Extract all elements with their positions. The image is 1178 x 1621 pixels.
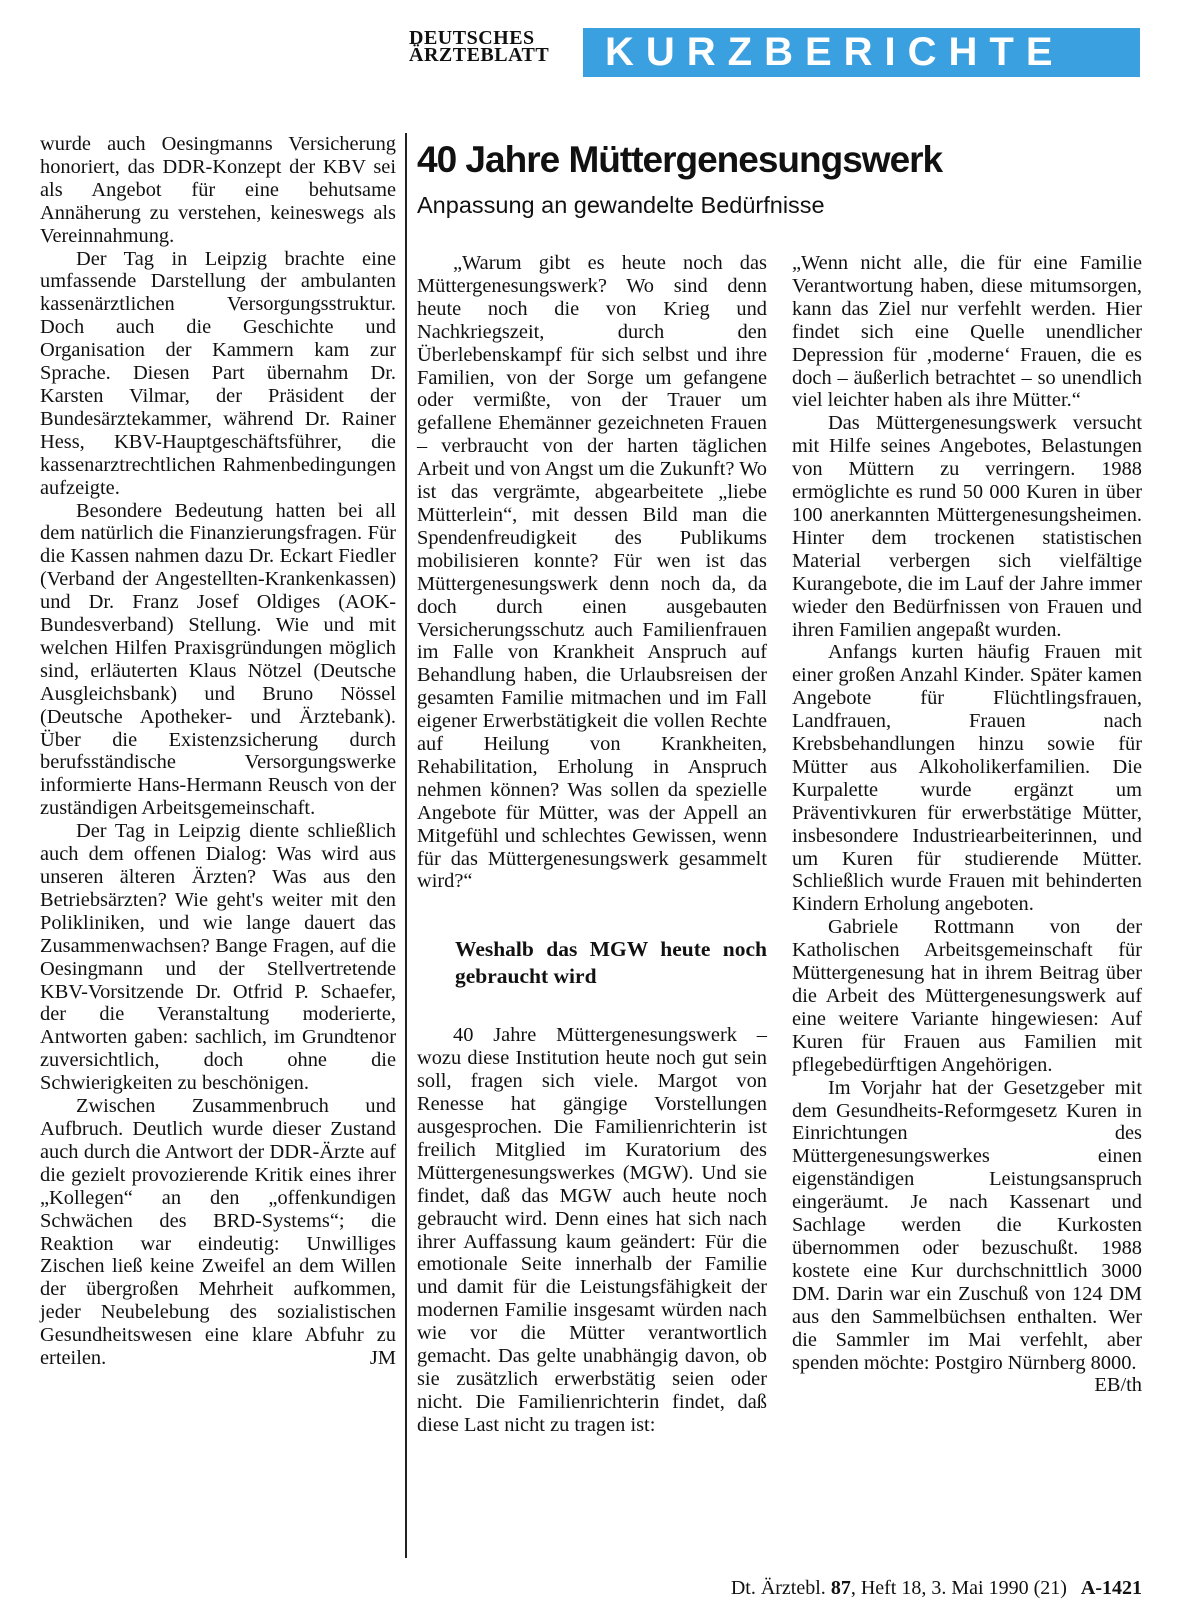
paragraph: Besondere Bedeutung hatten bei all dem natürlich die Finanzierungsfragen. Für die Kassen nahmen dazu Dr. Eckart Fiedler (Verband der Angestellten-Krankenkassen) und Dr. Franz Josef Oldiges (AOK-Bundesverband) Stellung. Wie und mit welchen Hilfen Praxisgründungen möglich sind, erläuterten Klaus Nötzel (Deutsche Ausgleichsbank) und Bruno Nössel (Deutsche Apotheker- und Ärztebank). Über die Existenzsicherung durch berufsständische Versorgungswerke informierte Hans-Hermann Reusch von der zuständigen Arbeitsgemeinschaft. — [40, 499, 396, 820]
citation-prefix: Dt. Ärztebl. — [730, 1577, 831, 1599]
logo-line-1: DEUTSCHES — [409, 27, 535, 49]
paragraph: Der Tag in Leipzig diente schließlich auch dem offenen Dialog: Was wird aus unseren älteren Ärzten? Was aus den Betriebsärzten? Wie geht's weiter mit den Polikliniken, und wie lange dauert das Zusammenwachsen? Bange Fragen, auf die Oesingmann und der Stellvertretende KBV-Vorsitzende Dr. Otfrid P. Schaefer, der die Veranstaltung moderierte, Antworten gaben: sachlich, im Grundtenor zuversichtlich, doch ohne die Schwierigkeiten zu beschönigen. — [40, 820, 396, 1095]
journal-logo — [409, 27, 550, 66]
left-column — [40, 133, 396, 1370]
paragraph: Gabriele Rottmann von der Katholischen Arbeitsgemeinschaft für Müttergenesung hat in ihrem Beitrag über die Arbeit des Müttergenesungswerk auf eine weitere Variante hingewiesen: Auf Kuren für Frauen aus Familien mit pflegebedürftigen Angehörigen. — [792, 916, 1142, 1076]
article-headline: 40 Jahre Müttergenesungswerk — [417, 139, 943, 180]
section-banner: KURZBERICHTE — [583, 28, 1140, 77]
paragraph-text: Zwischen Zusammenbruch und Aufbruch. Deutlich wurde dieser Zustand auch durch die Antwort der DDR-Ärzte auf die gezielt provozierende Kritik eines ihrer „Kollegen“ an den „offenkundigen Schwächen des BRD-Systems“; die Reaktion war eindeutig: Unwilliges Zischen ließ keine Zweifel an dem Willen der übergroßen Mehrheit aufkommen, jeder Neubelebung des sozialistischen Gesundheitswesen eine klare Abfuhr zu erteilen. — [40, 1095, 396, 1370]
author-signature: JM — [369, 1347, 396, 1370]
paragraph: Das Müttergenesungswerk versucht mit Hilfe seines Angebotes, Belastungen von Müttern zu verringern. 1988 ermöglichte es rund 50 000 Kuren in über 100 anerkannten Müttergenesungsheimen. Hinter dem trockenen statistischen Material verbergen sich vielfältige Kurangebote, die im Lauf der Jahre immer wieder den Bedürfnissen von Frauen und ihren Familien angepaßt wurden. — [792, 412, 1142, 641]
middle-column — [417, 252, 767, 1437]
paragraph — [40, 1095, 396, 1370]
author-signature: EB/th — [1094, 1374, 1142, 1397]
page-footer — [0, 1576, 1142, 1600]
logo-line-2: ÄRZTEBLATT — [409, 44, 550, 66]
paragraph: 40 Jahre Müttergenesungswerk – wozu diese Institution heute noch gut sein soll, fragen sich viele. Margot von Renesse hat gängige Vorstellungen ausgesprochen. Die Familienrichterin ist freilich Mitglied im Kuratorium des Müttergenesungswerkes (MGW). Und sie findet, daß das MGW auch heute noch gebraucht wird. Denn eines hat sich nach ihrer Auffassung kaum geändert: Für die emotionale Seite innerhalb der Familie und damit für die Leistungsfähigkeit der modernen Familie insgesamt würden nach wie vor die Mütter verantwortlich gemacht. Das gelte unabhängig davon, ob sie zusätzlich erwerbstätig seien oder nicht. Die Familienrichterin findet, daß diese Last nicht zu tragen ist: — [417, 1024, 767, 1436]
citation-suffix: , Heft 18, 3. Mai 1990 (21) — [850, 1577, 1067, 1599]
paragraph: Anfangs kurten häufig Frauen mit einer großen Anzahl Kinder. Später kamen Angebote für Flüchtlingsfrauen, Landfrauen, Frauen nach Krebsbehandlungen hinzu sowie für Mütter aus Alkoholikerfamilien. Die Kurpalette wurde ergänzt um Präventivkuren für erwerbstätige Mütter, insbesondere Industriearbeiterinnen, und um Kuren für studierende Mütter. Schließlich wurde Frauen mit behinderten Kindern Erholung angeboten. — [792, 641, 1142, 916]
right-column — [792, 252, 1142, 1397]
paragraph: „Wenn nicht alle, die für eine Familie Verantwortung haben, diese mitumsorgen, kann das Ziel nur verfehlt werden. Hier findet sich eine Quelle unendlicher Depression für ‚moderne‘ Frauen, die es doch – äußerlich betrachtet – so unendlich viel leichter haben als ihre Mütter.“ — [792, 252, 1142, 412]
paragraph: wurde auch Oesingmanns Versicherung honoriert, das DDR-Konzept der KBV sei als Angebot für eine behutsame Annäherung zu verstehen, keineswegs als Vereinnahmung. — [40, 133, 396, 247]
column-divider — [405, 133, 407, 1558]
paragraph: Der Tag in Leipzig brachte eine umfassende Darstellung der ambulanten kassenärztlichen Versorgungsstruktur. Doch auch die Geschichte und Organisation der Kammern kam zur Sprache. Diesen Part übernahm Dr. Karsten Vilmar, der Präsident der Bundesärztekammer, während Dr. Rainer Hess, KBV-Hauptgeschäftsführer, die kassenarztrechtlichen Rahmenbedingungen aufzeigte. — [40, 247, 396, 499]
page-code: A-1421 — [1080, 1577, 1142, 1599]
article-subhead: Anpassung an gewandelte Bedürfnisse — [417, 192, 825, 218]
paragraph: „Warum gibt es heute noch das Müttergenesungswerk? Wo sind denn heute noch die von Krieg und Nachkriegszeit, durch den Überlebenskampf für sich selbst und ihre Familien, von der Sorge um gefangene oder vermißte, von der Trauer um gefallene Ehemänner gezeichneten Frauen – verbraucht von der harten täglichen Arbeit und von Angst um die Zukunft? Wo ist das vergrämte, abgearbeitete „liebe Mütterlein“, mit dessen Bild man die Spendenfreudigkeit des Publikums mobilisieren konnte? Für wen ist das Müttergenesungswerk denn noch da, da doch durch einen ausgebauten Versicherungsschutz auch Familienfrauen im Falle von Krankheit Anspruch auf Behandlung haben, die Urlaubsreisen der gesamten Familie mitmachen und im Fall eigener Erwerbstätigkeit die vollen Rechte auf Heilung von Krankheiten, Rehabilitation, Erholung in Anspruch nehmen können? Was sollen da spezielle Angebote für Mütter, was der Appell an Mitgefühl und schlechtes Gewissen, wenn für das Müttergenesungswerk gesammelt wird?“ — [417, 252, 767, 893]
section-heading: Weshalb das MGW heute noch gebraucht wird — [455, 937, 767, 989]
paragraph — [792, 1076, 1142, 1397]
volume-number: 87 — [830, 1577, 851, 1599]
paragraph-text: Im Vorjahr hat der Gesetzgeber mit dem Gesundheits-Reformgesetz Kuren in Einrichtungen des Müttergenesungswerkes einen eigenständigen Leistungsanspruch eingeräumt. Je nach Kassenart und Sachlage werden die Kurkosten übernommen oder bezuschußt. 1988 kostete eine Kur durchschnittlich 3000 DM. Darin war ein Zuschuß von 124 DM aus den Sammelbüchsen enthalten. Wer die Sammler im Mai verfehlt, aber spenden möchte: Postgiro Nürnberg 8000. — [792, 1076, 1142, 1374]
